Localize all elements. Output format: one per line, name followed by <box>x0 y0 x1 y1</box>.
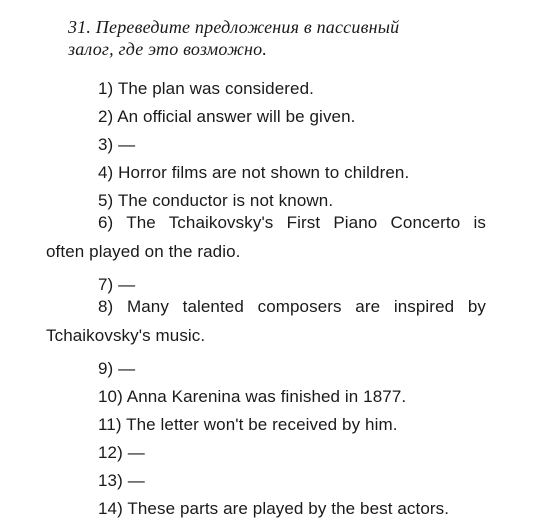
answer-10: 10) Anna Karenina was finished in 1877. <box>98 387 407 406</box>
exercise-title-line-2: залог, где это возможно. <box>68 39 268 59</box>
answer-7: 7) — <box>98 275 136 294</box>
exercise-title <box>68 16 488 60</box>
answer-5: 5) The conductor is not known. <box>98 191 334 210</box>
answer-2: 2) An official answer will be given. <box>98 107 356 126</box>
exercise-title-line-1: 31. Переведите предложения в пассивный <box>68 17 400 37</box>
answer-6-line-1: 6) The Tchaikovsky's First Piano Concerto is <box>98 213 486 232</box>
answer-9: 9) — <box>98 359 136 378</box>
answer-14: 14) These parts are played by the best actors. <box>98 499 450 518</box>
answer-4: 4) Horror films are not shown to children. <box>98 163 410 182</box>
answer-13: 13) — <box>98 471 145 490</box>
answer-3: 3) — <box>98 135 136 154</box>
answer-11: 11) The letter won't be received by him. <box>98 415 398 434</box>
answer-8 <box>46 293 486 350</box>
answer-1: 1) The plan was considered. <box>98 79 314 98</box>
answer-12: 12) — <box>98 443 145 462</box>
answer-6 <box>46 209 486 266</box>
answer-6-line-2: often played on the radio. <box>46 241 241 261</box>
answer-8-line-2: Tchaikovsky's music. <box>46 325 206 345</box>
answer-8-line-1: 8) Many talented composers are inspired by <box>98 297 486 316</box>
